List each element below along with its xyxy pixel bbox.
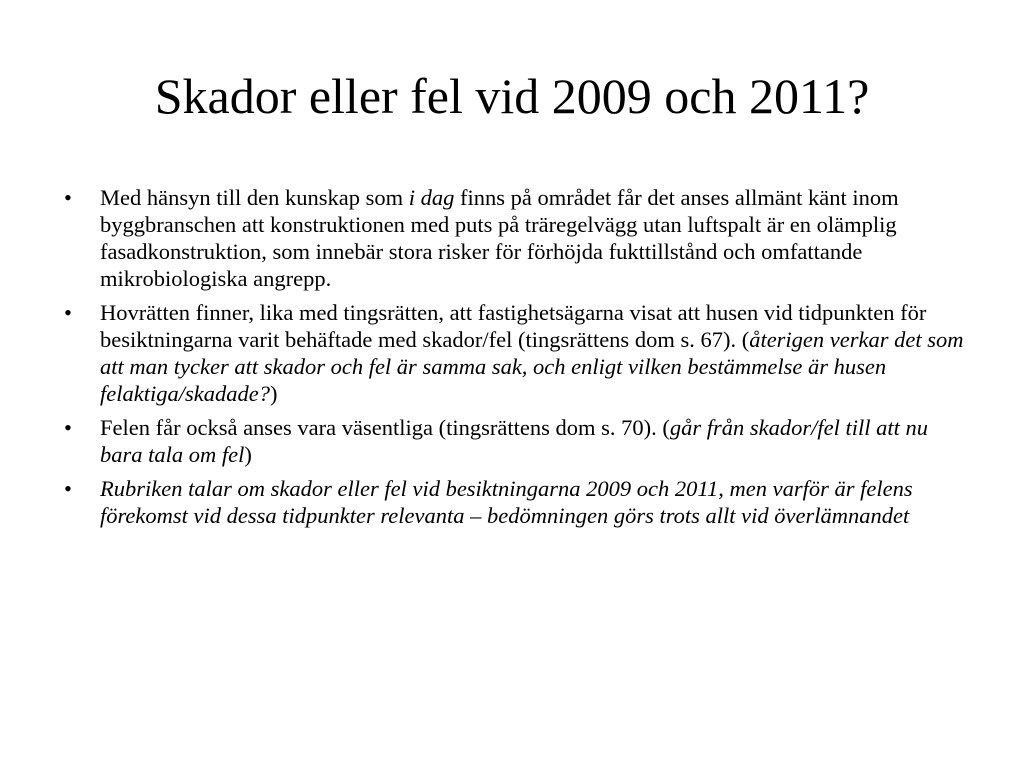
bullet-text-segment-italic: går från skador/fel till att nu bara tala om fel — [100, 415, 928, 467]
bullet-text-segment: Hovrätten finner, lika med tingsrätten, att fastighetsägarna visat att husen vid tidpunkten för besiktningarna varit behäftade med skador/fel (tingsrättens dom s. 67). ( — [100, 300, 927, 352]
bullet-text-segment: ) — [269, 381, 278, 406]
bullet-list — [64, 184, 964, 536]
bullet-text-segment-italic: Rubriken talar om skador eller fel vid besiktningarna 2009 och 2011, men varför är felens förekomst vid dessa tidpunkter relevanta – bedömningen görs trots allt vid överlämnandet — [100, 476, 913, 528]
bullet-text-segment: ) — [244, 442, 252, 467]
bullet-point-icon: • — [64, 415, 72, 440]
bullet-item-3 — [64, 414, 964, 468]
bullet-item-1 — [64, 184, 964, 292]
bullet-point-icon: • — [64, 185, 72, 210]
bullet-text-segment: finns på området får det anses allmänt känt inom byggbranschen att konstruktionen med puts på träregelvägg utan luftspalt är en olämplig fasadkonstruktion, som innebär stora risker för förhöjda fukttillstånd och omfattande mikrobiologiska angrepp. — [100, 185, 899, 291]
slide-title: Skador eller fel vid 2009 och 2011? — [154, 68, 870, 124]
bullet-text-segment-italic: i dag — [408, 185, 455, 210]
bullet-point-icon: • — [64, 476, 72, 501]
bullet-item-4 — [64, 475, 964, 529]
bullet-point-icon: • — [64, 300, 72, 325]
bullet-text-segment: Felen får också anses vara väsentliga (tingsrättens dom s. 70). ( — [100, 415, 670, 440]
bullet-item-2 — [64, 299, 964, 407]
bullet-text-segment: Med hänsyn till den kunskap som — [100, 185, 409, 210]
bullet-text-segment-italic: återigen verkar det som att man tycker att skador och fel är samma sak, och enligt vilken bestämmelse är husen felaktiga/skadade? — [100, 327, 964, 406]
